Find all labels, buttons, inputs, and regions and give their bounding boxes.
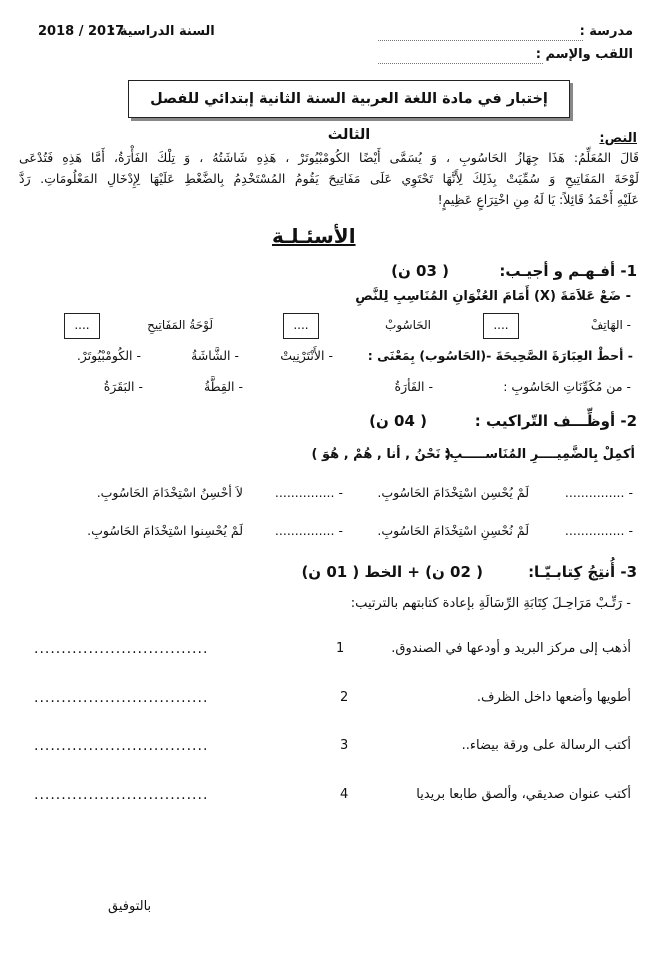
q1-sub2-label: - أحطْ العِبَارَةَ الصَّحِيحَةَ -(الحَاسُوب) بِمَعْنَى : bbox=[367, 348, 633, 363]
q1-option-computer: الحَاسُوبْ bbox=[385, 318, 431, 332]
q2-item-3: لَمْ نُحْسِنِ اسْتِخْدَامَ الحَاسُوبِ. bbox=[377, 523, 529, 538]
q1-sub2-computer[interactable]: - الكُومْبْيُوتَرْ. bbox=[76, 348, 141, 363]
q1-sub2-internet[interactable]: - الأَنْتَرْنِيتْ bbox=[280, 348, 333, 363]
q3-step-3-answer[interactable]: ................................ bbox=[34, 738, 209, 754]
q1-instruction: - ضَعْ عَلاَمَةَ (X) أَمَامَ العُنْوَانِ المُنَاسِبِ لِلنَّصِ bbox=[355, 289, 631, 304]
questions-title: الأسئـلـة bbox=[272, 224, 356, 248]
q3-step-1-answer[interactable]: ................................ bbox=[34, 641, 209, 657]
q3-step-4-answer[interactable]: ................................ bbox=[34, 787, 209, 803]
q2-points: ( 04 ن) bbox=[369, 412, 427, 430]
q3-step-3-num: 3 bbox=[340, 738, 349, 753]
q1-sub2-screen[interactable]: - الشَّاشَةُ bbox=[191, 348, 239, 363]
q3-step-2-answer[interactable]: ................................ bbox=[34, 690, 209, 706]
q3-step-2-num: 2 bbox=[340, 690, 349, 705]
q1-box-phone[interactable]: .... bbox=[483, 313, 519, 339]
q2-blank-2[interactable]: - ............... bbox=[274, 485, 343, 500]
year-label: السنة الدراسية : bbox=[110, 24, 215, 39]
q3-step-4-text: أكتب عنوان صديقي، وألصق طابعا بريديا bbox=[416, 787, 631, 802]
q3-step-1-text: أذهب إلى مركز البريد و أودعها في الصندوق. bbox=[391, 641, 631, 656]
q1-option-keyboard: لَوْحَةُ المَفَاتِيحِ bbox=[147, 318, 213, 332]
q1-sub3-mouse[interactable]: - الفَأرَةُ bbox=[394, 379, 433, 394]
q1-sub3-cow[interactable]: - البَقَرَةُ bbox=[103, 379, 143, 394]
q3-instruction: - رَتِّـبْ مَرَاحِـلَ كِتَابَةِ الرِّسَالَةِ بإعادة كتابتهم بالترتيب: bbox=[350, 596, 631, 611]
q2-item-2: لاَ أحْسِنُ اسْتِخْدَامَ الحَاسُوبِ. bbox=[96, 485, 243, 500]
exam-title: إختبار في مادة اللغة العربية السنة الثانية إبتدائي للفصل الثالث bbox=[128, 80, 570, 118]
year-value: 2018 / 2017 bbox=[38, 24, 125, 39]
q2-blank-3[interactable]: - ............... bbox=[564, 523, 633, 538]
q1-box-keyboard[interactable]: .... bbox=[64, 313, 100, 339]
q3-points: ( 02 ن) + الخط ( 01 ن) bbox=[301, 563, 483, 581]
q1-option-phone: - الهَاتِفْ bbox=[590, 318, 631, 332]
q3-step-1-num: 1 bbox=[336, 641, 345, 656]
q3-step-2-text: أطويها وأضعها داخل الظرف. bbox=[476, 690, 631, 705]
q3-step-4-num: 4 bbox=[340, 787, 349, 802]
q1-box-computer[interactable]: .... bbox=[283, 313, 319, 339]
q1-heading: 1- أفـهـم و أجيـب: bbox=[499, 262, 637, 280]
text-line-2: لَوْحَةَ المَفَاتِيحِ وَ سُمِّيَتْ بِذَلِكَ لِأَنَّهَا تَحْتَوِي عَلَى مَفَاتِيحَ يَقُومُ المُسْتَخْدِمُ بِالضَّغْطِ عَلَيْهَا لِإِدْخَالِ المَعْلُومَاتِ. رَدَّ bbox=[19, 171, 639, 186]
q2-item-1: لَمْ يُحْسِن اسْتِخْدَامَ الحَاسُوبِ. bbox=[377, 485, 529, 500]
school-label: مدرسة : bbox=[579, 24, 633, 39]
good-luck: بالتوفيق bbox=[108, 899, 152, 914]
name-blank[interactable] bbox=[378, 63, 543, 64]
q2-instruction: أكمِلْ بِالضَّمِيــــرِ المُنَاســـــبِ: bbox=[444, 447, 635, 462]
q2-item-4: لَمْ يُحْسِنوا اسْتِخْدَامَ الحَاسُوبِ. bbox=[87, 523, 243, 538]
text-label: النص: bbox=[599, 131, 637, 146]
q2-pronouns: ( نَحْنُ , أنا , هُمْ , هُوَ ) bbox=[311, 447, 451, 462]
text-line-1: قَالَ المُعَلِّمُ: هَذَا جِهَازُ الحَاسُوبِ ، وَ يُسَمَّى أَيْضًا الكُومْبْيُوتَرْ ، هَذِهِ شَاشَتُهُ ، وَ تِلْكَ الفَأْرَةُ، أَمَّا هَذِهِ فَتُدْعَى bbox=[19, 150, 639, 165]
q3-heading: 3- أُنتِجُ كِتابـيّـا: bbox=[528, 563, 637, 581]
q1-sub3-label: - من مُكَوِّنَاتِ الحَاسُوبِ : bbox=[503, 379, 631, 394]
school-blank[interactable] bbox=[378, 40, 583, 41]
q1-points: ( 03 ن) bbox=[391, 262, 449, 280]
text-line-3: عَلَيْهِ أَحْمَدُ قَائِلاً: يَا لَهُ مِنِ اخْتِرَاعٍ عَظِيمٍ! bbox=[437, 192, 639, 207]
q3-step-3-text: أكتب الرسالة على ورقة بيضاء.. bbox=[461, 738, 631, 753]
q2-blank-4[interactable]: - ............... bbox=[274, 523, 343, 538]
q2-heading: 2- أوظِّـــف التّراكيب : bbox=[474, 412, 637, 430]
name-label: اللقب والإسم : bbox=[535, 47, 633, 62]
q2-blank-1[interactable]: - ............... bbox=[564, 485, 633, 500]
q1-sub3-cat[interactable]: - القِطَّةُ bbox=[203, 379, 243, 394]
